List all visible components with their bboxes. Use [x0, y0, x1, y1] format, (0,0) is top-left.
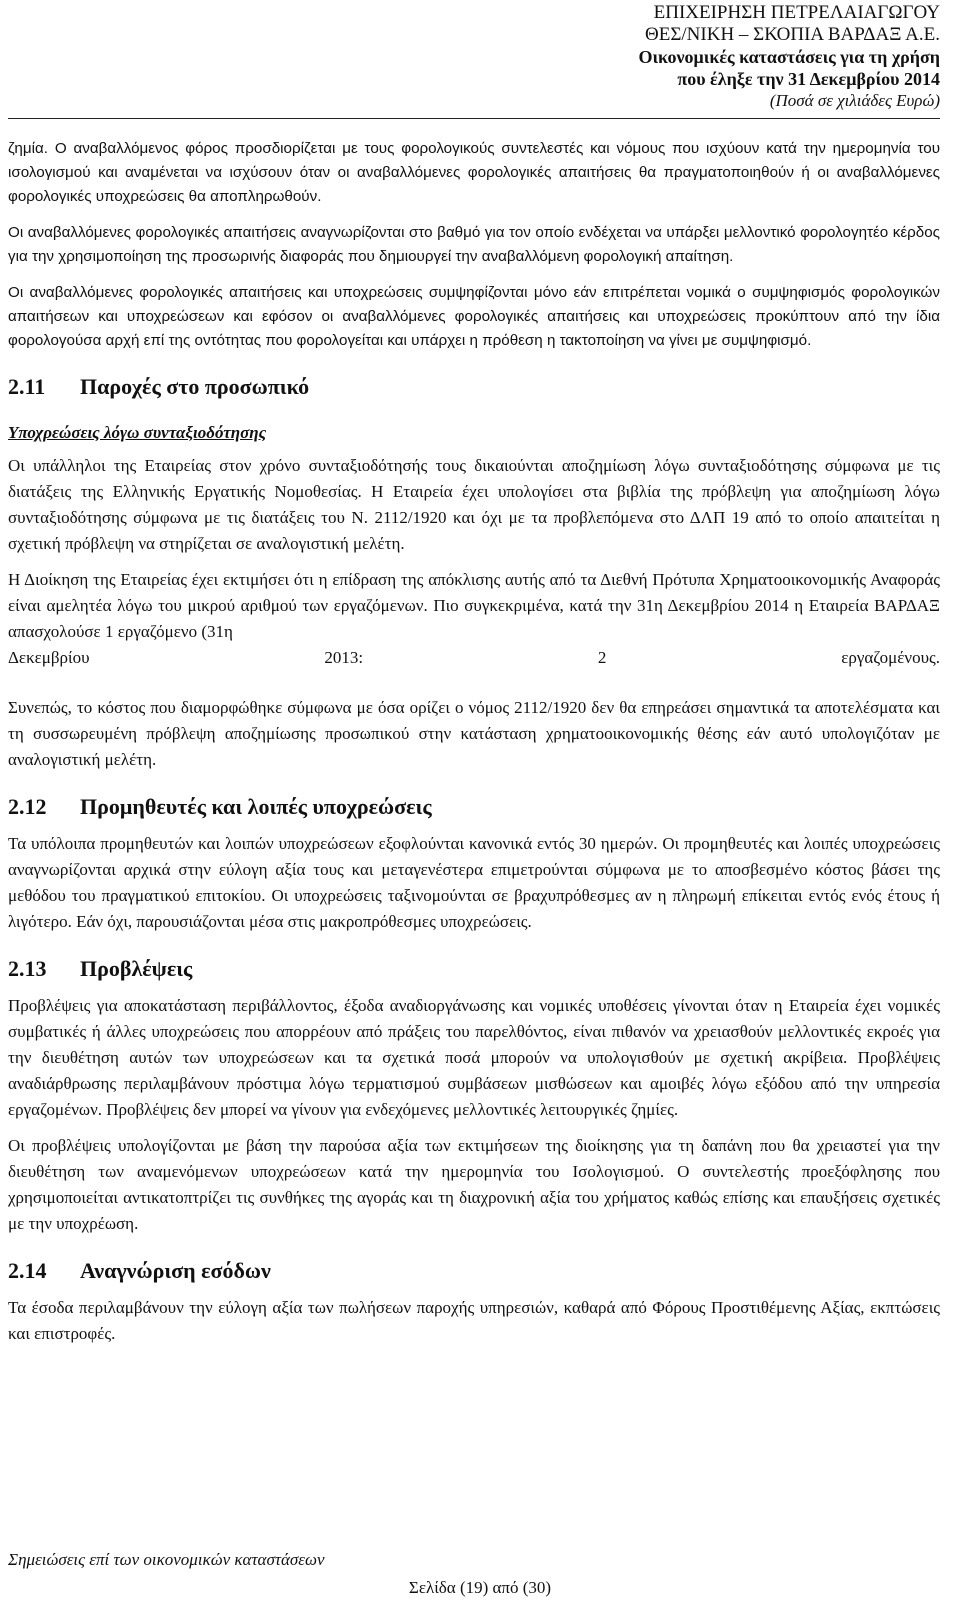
company-name: ΕΠΙΧΕΙΡΗΣΗ ΠΕΤΡΕΛΑΙΑΓΩΓΟΥ: [653, 2, 940, 23]
section-title: Παροχές στο προσωπικό: [80, 374, 310, 399]
paragraph-text: Η Διοίκηση της Εταιρείας έχει εκτιμήσει ότι η επίδραση της απόκλισης αυτής από τα Διεθνή Πρότυπα Χρηματοοικονομικής Αναφοράς είναι αμελητέα λόγω του μικρού αριθμού των εργαζόμενων. Πιο συγκεκριμένα, κατά την 31η Δεκεμβρίου 2014 η Εταιρεία ΒΑΡΔΑΞ απασχολούσε 1 εργαζόμενο (31η: [8, 570, 940, 641]
footer-caption: Σημειώσεις επί των οικονομικών καταστάσεων: [8, 1550, 325, 1569]
section-number: 2.14: [8, 1258, 47, 1283]
paragraph: Οι προβλέψεις υπολογίζονται με βάση την παρούσα αξία των εκτιμήσεων της διοίκησης για τη δαπάνη που θα χρειαστεί για την διευθέτηση των αναμενόμενων υποχρεώσεων κατά την ημερομηνία του Ισολογισμού. Ο συντελεστής προεξόφλησης που χρησιμοποιείται αντικατοπτρίζει τις συνθήκες της αγοράς και τη διαχρονική αξία του χρήματος καθώς επίσης και επαυξήσεις σχετικές με την υποχρέωση.: [8, 1136, 940, 1233]
section-2-11: [8, 373, 940, 773]
page-header: [8, 0, 940, 112]
section-number: 2.11: [8, 374, 46, 399]
amount-units: (Ποσά σε χιλιάδες Ευρώ): [769, 91, 940, 110]
paragraph: Τα υπόλοιπα προμηθευτών και λοιπών υποχρεώσεων εξοφλούνται κανονικά εντός 30 ημερών. Οι προμηθευτές και λοιπές υποχρεώσεις αναγνωρίζονται αρχικά στην εύλογη αξία τους και μεταγενέστερα επιμετρούνται σύμφωνα με το αποσβεσμένο κόστος βάσει της μεθόδου του πραγματικού επιτοκίου. Οι υποχρεώσεις ταξινομούνται σε βραχυπρόθεσμες αν η πληρωμή επίκειται εντός ενός έτους ή λιγότερο. Εάν όχι, παρουσιάζονται μέσα στις μακροπρόθεσμες υποχρεώσεις.: [8, 834, 940, 931]
paragraph: Προβλέψεις για αποκατάσταση περιβάλλοντος, έξοδα αναδιοργάνωσης και νομικές υποθέσεις γίνονται όταν η Εταιρεία έχει νομικές συμβατικές ή άλλες υποχρεώσεις που απορρέουν από πράξεις του παρελθόντος, είναι πιθανόν να χρειασθούν μελλοντικές εκροές για την διευθέτηση αυτών των υποχρεώσεων και τα σχετικά ποσά μπορούν να υπολογισθούν με σχετική ακρίβεια. Προβλέψεις αναδιάρθρωσης περιλαμβάνουν πρόστιμα λόγω τερματισμού συμβάσεων μισθώσεων και αμοιβές λόγω εξόδου από την υπηρεσία εργαζομένων. Προβλέψεις δεν μπορεί να γίνουν για ενδεχόμενες μελλοντικές λειτουργικές ζημίες.: [8, 996, 940, 1119]
section-2-13: [8, 955, 940, 1237]
paragraph-last-line: Δεκεμβρίου 2013: 2 εργαζομένους.: [8, 648, 940, 667]
statements-title-line2: που έληξε την 31 Δεκεμβρίου 2014: [677, 69, 940, 89]
page-number: Σελίδα (19) από (30): [408, 1578, 552, 1597]
section-title: Προβλέψεις: [80, 956, 193, 981]
paragraph: Οι υπάλληλοι της Εταιρείας στον χρόνο συνταξιοδότησής τους δικαιούνται αποζημίωση λόγω συνταξιοδότησης σύμφωνα με τις διατάξεις της Ελληνικής Εργατικής Νομοθεσίας. Η Εταιρεία έχει υπολογίσει στα βιβλία της πρόβλεψη για αποζημίωση λόγω συνταξιοδότησης σύμφωνα με τις διατάξεις του Ν. 2112/1920 και όχι με τα προβλεπόμενα στο ΔΛΠ 19 από το οποίο απαιτείται η σχετική πρόβλεψη να στηρίζεται σε αναλογιστική μελέτη.: [8, 456, 940, 553]
subheading: Υποχρεώσεις λόγω συνταξιοδότησης: [8, 423, 267, 442]
project-name: ΘΕΣ/ΝΙΚΗ – ΣΚΟΠΙΑ ΒΑΡΔΑΞ Α.Ε.: [645, 24, 940, 45]
section-heading: [8, 955, 940, 983]
paragraph: ζημία. Ο αναβαλλόμενος φόρος προσδιορίζεται με τους φορολογικούς συντελεστές και νόμους που ισχύουν κατά την ημερομηνία του ισολογισμού και αναμένεται να ισχύσουν όταν οι αναβαλλόμενες φορολογικές απαιτήσεις θα πραγματοποιηθούν ή οι αναβαλλόμενες φορολογικές υποχρεώσεις θα αποπληρωθούν.: [8, 140, 940, 205]
section-2-14: [8, 1257, 940, 1347]
header-divider: [8, 118, 940, 119]
paragraph: Οι αναβαλλόμενες φορολογικές απαιτήσεις αναγνωρίζονται στο βαθμό για τον οποίο ενδέχεται να υπάρξει μελλοντικό φορολογητέο κέρδος για την χρησιμοποίηση της προσωρινής διαφοράς που δημιουργεί την αναβαλλόμενη φορολογική απαίτηση.: [8, 224, 940, 265]
section-2-12: [8, 793, 940, 935]
statements-title-line1: Οικονομικές καταστάσεις για τη χρήση: [638, 47, 940, 67]
section-title: Αναγνώριση εσόδων: [80, 1258, 271, 1283]
deferred-tax-continuation: [8, 137, 940, 353]
section-heading: [8, 373, 940, 401]
section-heading: [8, 1257, 940, 1285]
section-heading: [8, 793, 940, 821]
paragraph: Τα έσοδα περιλαμβάνουν την εύλογη αξία των πωλήσεων παροχής υπηρεσιών, καθαρά από Φόρους Προστιθέμενης Αξίας, εκπτώσεις και επιστροφές.: [8, 1298, 940, 1343]
section-number: 2.13: [8, 956, 47, 981]
paragraph: [8, 567, 940, 645]
paragraph: Οι αναβαλλόμενες φορολογικές απαιτήσεις και υποχρεώσεις συμψηφίζονται μόνο εάν επιτρέπεται νομικά ο συμψηφισμός φορολογικών απαιτήσεων και υποχρεώσεων και εφόσον οι αναβαλλόμενες φορολογικές απαιτήσεις και υποχρεώσεις προκύπτουν από την ίδια φορολογούσα αρχή επί της οντότητας που φορολογείται και υπάρχει η πρόθεση η τακτοποίηση να γίνει με συμψηφισμό.: [8, 284, 940, 349]
paragraph: Συνεπώς, το κόστος που διαμορφώθηκε σύμφωνα με όσα ορίζει ο νόμος 2112/1920 δεν θα επηρεάσει σημαντικά τα αποτελέσματα και τη συσσωρευμένη πρόβλεψη αποζημίωσης προσωπικού στην κατάσταση χρηματοοικονομικής θέσης εάν αυτό υπολογιζόταν με αναλογιστική μελέτη.: [8, 698, 940, 769]
section-title: Προμηθευτές και λοιπές υποχρεώσεις: [80, 794, 432, 819]
section-number: 2.12: [8, 794, 47, 819]
